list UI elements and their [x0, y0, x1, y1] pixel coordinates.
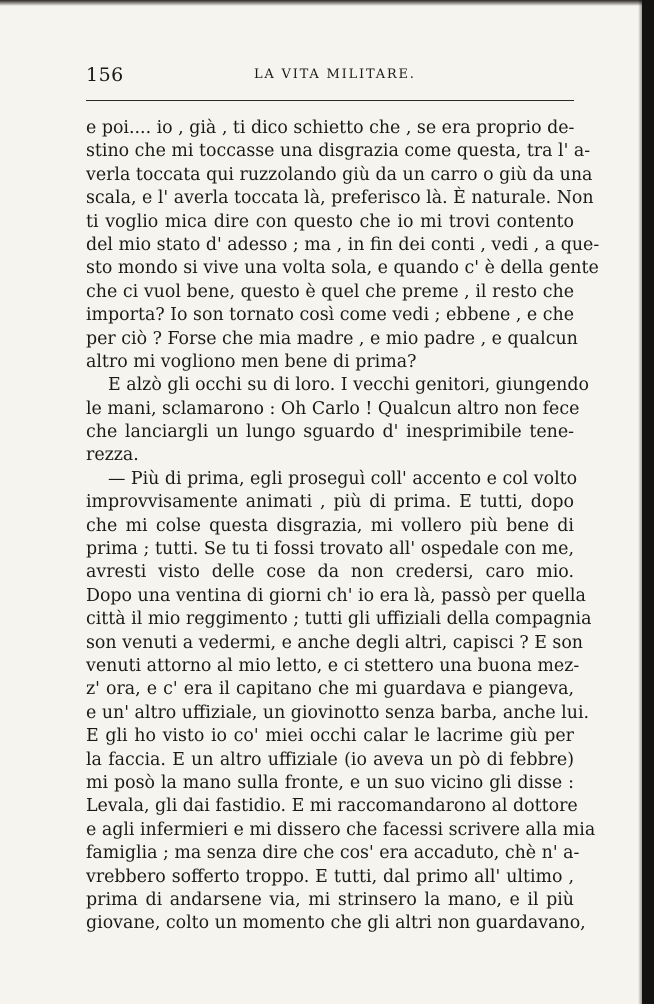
text-line: e agli infermieri e mi dissero che facessi scrivere alla mia	[86, 819, 596, 840]
text-line: mi posò la mano sulla fronte, e un suo vicino gli disse :	[86, 772, 574, 793]
text-line: che lanciargli un lungo sguardo d' inesprimibile tene-	[86, 422, 574, 443]
text-line: E gli ho visto io co' miei occhi calar le lacrime giù per	[86, 726, 574, 747]
text-line: giovane, colto un momento che gli altri non guardavano,	[86, 913, 586, 934]
body-text	[86, 117, 600, 936]
text-line: venuti attorno al mio letto, e ci stettero una buona mez-	[86, 655, 580, 676]
text-line: importa? Io son tornato così come vedi ; ebbene , e che	[86, 305, 574, 326]
text-line: scala, e l' averla toccata là, preferisco là. È naturale. Non	[86, 188, 594, 209]
text-line: la faccia. E un altro uffiziale (io aveva un pò di febbre)	[86, 749, 574, 770]
text-line: sto mondo si vive una volta sola, e quando c' è della gente	[86, 258, 599, 279]
text-line: son venuti a vedermi, e anche degli altri, capisci ? E son	[86, 632, 584, 653]
text-line: che ci vuol bene, questo è quel che preme , il resto che	[86, 281, 574, 302]
text-line: famiglia ; ma senza dire che cos' era accaduto, chè n' a-	[86, 843, 580, 864]
text-line: e poi.... io , già , ti dico schietto che , se era proprio de-	[86, 118, 575, 138]
text-line: z' ora, e c' era il capitano che mi guardava e piangeva,	[86, 679, 574, 700]
text-line: E alzò gli occhi su di loro. I vecchi genitori, giungendo	[108, 375, 589, 396]
page-number: 156	[86, 64, 124, 86]
text-line: stino che mi toccasse una disgrazia come questa, tra l' a-	[86, 141, 591, 162]
top-page-edge	[0, 0, 654, 6]
running-head	[86, 62, 572, 90]
text-line: improvvisamente animati , più di prima. E tutti, dopo	[86, 492, 574, 513]
text-line: del mio stato d' adesso ; ma , in fin dei conti , vedi , a que-	[86, 234, 600, 255]
text-line: città il mio reggimento ; tutti gli uffiziali della compagnia	[86, 609, 592, 630]
text-line: prima di andarsene via, mi strinsero la mano, e il più	[86, 889, 574, 910]
header-rule	[86, 100, 574, 101]
text-line: ti voglio mica dire con questo che io mi trovi contento	[86, 211, 574, 232]
text-line: altro mi vogliono men bene di prima?	[86, 351, 417, 372]
text-line: — Più di prima, egli proseguì coll' accento e col volto	[108, 468, 578, 489]
text-line: verla toccata qui ruzzolando giù da un carro o giù da una	[86, 164, 593, 185]
text-line: avresti visto delle cose da non credersi, caro mio.	[86, 562, 574, 583]
running-title: LA VITA MILITARE.	[254, 67, 416, 82]
text-line: Levala, gli dai fastidio. E mi raccomandarono al dottore	[86, 796, 578, 817]
text-line: le mani, sclamarono : Oh Carlo ! Qualcun altro non fece	[86, 398, 580, 419]
text-line: che mi colse questa disgrazia, mi vollero più bene di	[86, 515, 574, 536]
text-line: prima ; tutti. Se tu ti fossi trovato all' ospedale con me,	[86, 539, 574, 560]
text-line: rezza.	[86, 445, 139, 466]
text-line: Dopo una ventina di giorni ch' io era là, passò per quella	[86, 585, 586, 606]
text-line: per ciò ? Forse che mia madre , e mio padre , e qualcun	[86, 328, 578, 349]
text-line: vrebbero sofferto troppo. E tutti, dal primo all' ultimo ,	[86, 866, 574, 887]
page-gutter-shadow	[642, 0, 654, 1004]
text-line: e un' altro uffiziale, un giovinotto senza barba, anche lui.	[86, 702, 590, 723]
